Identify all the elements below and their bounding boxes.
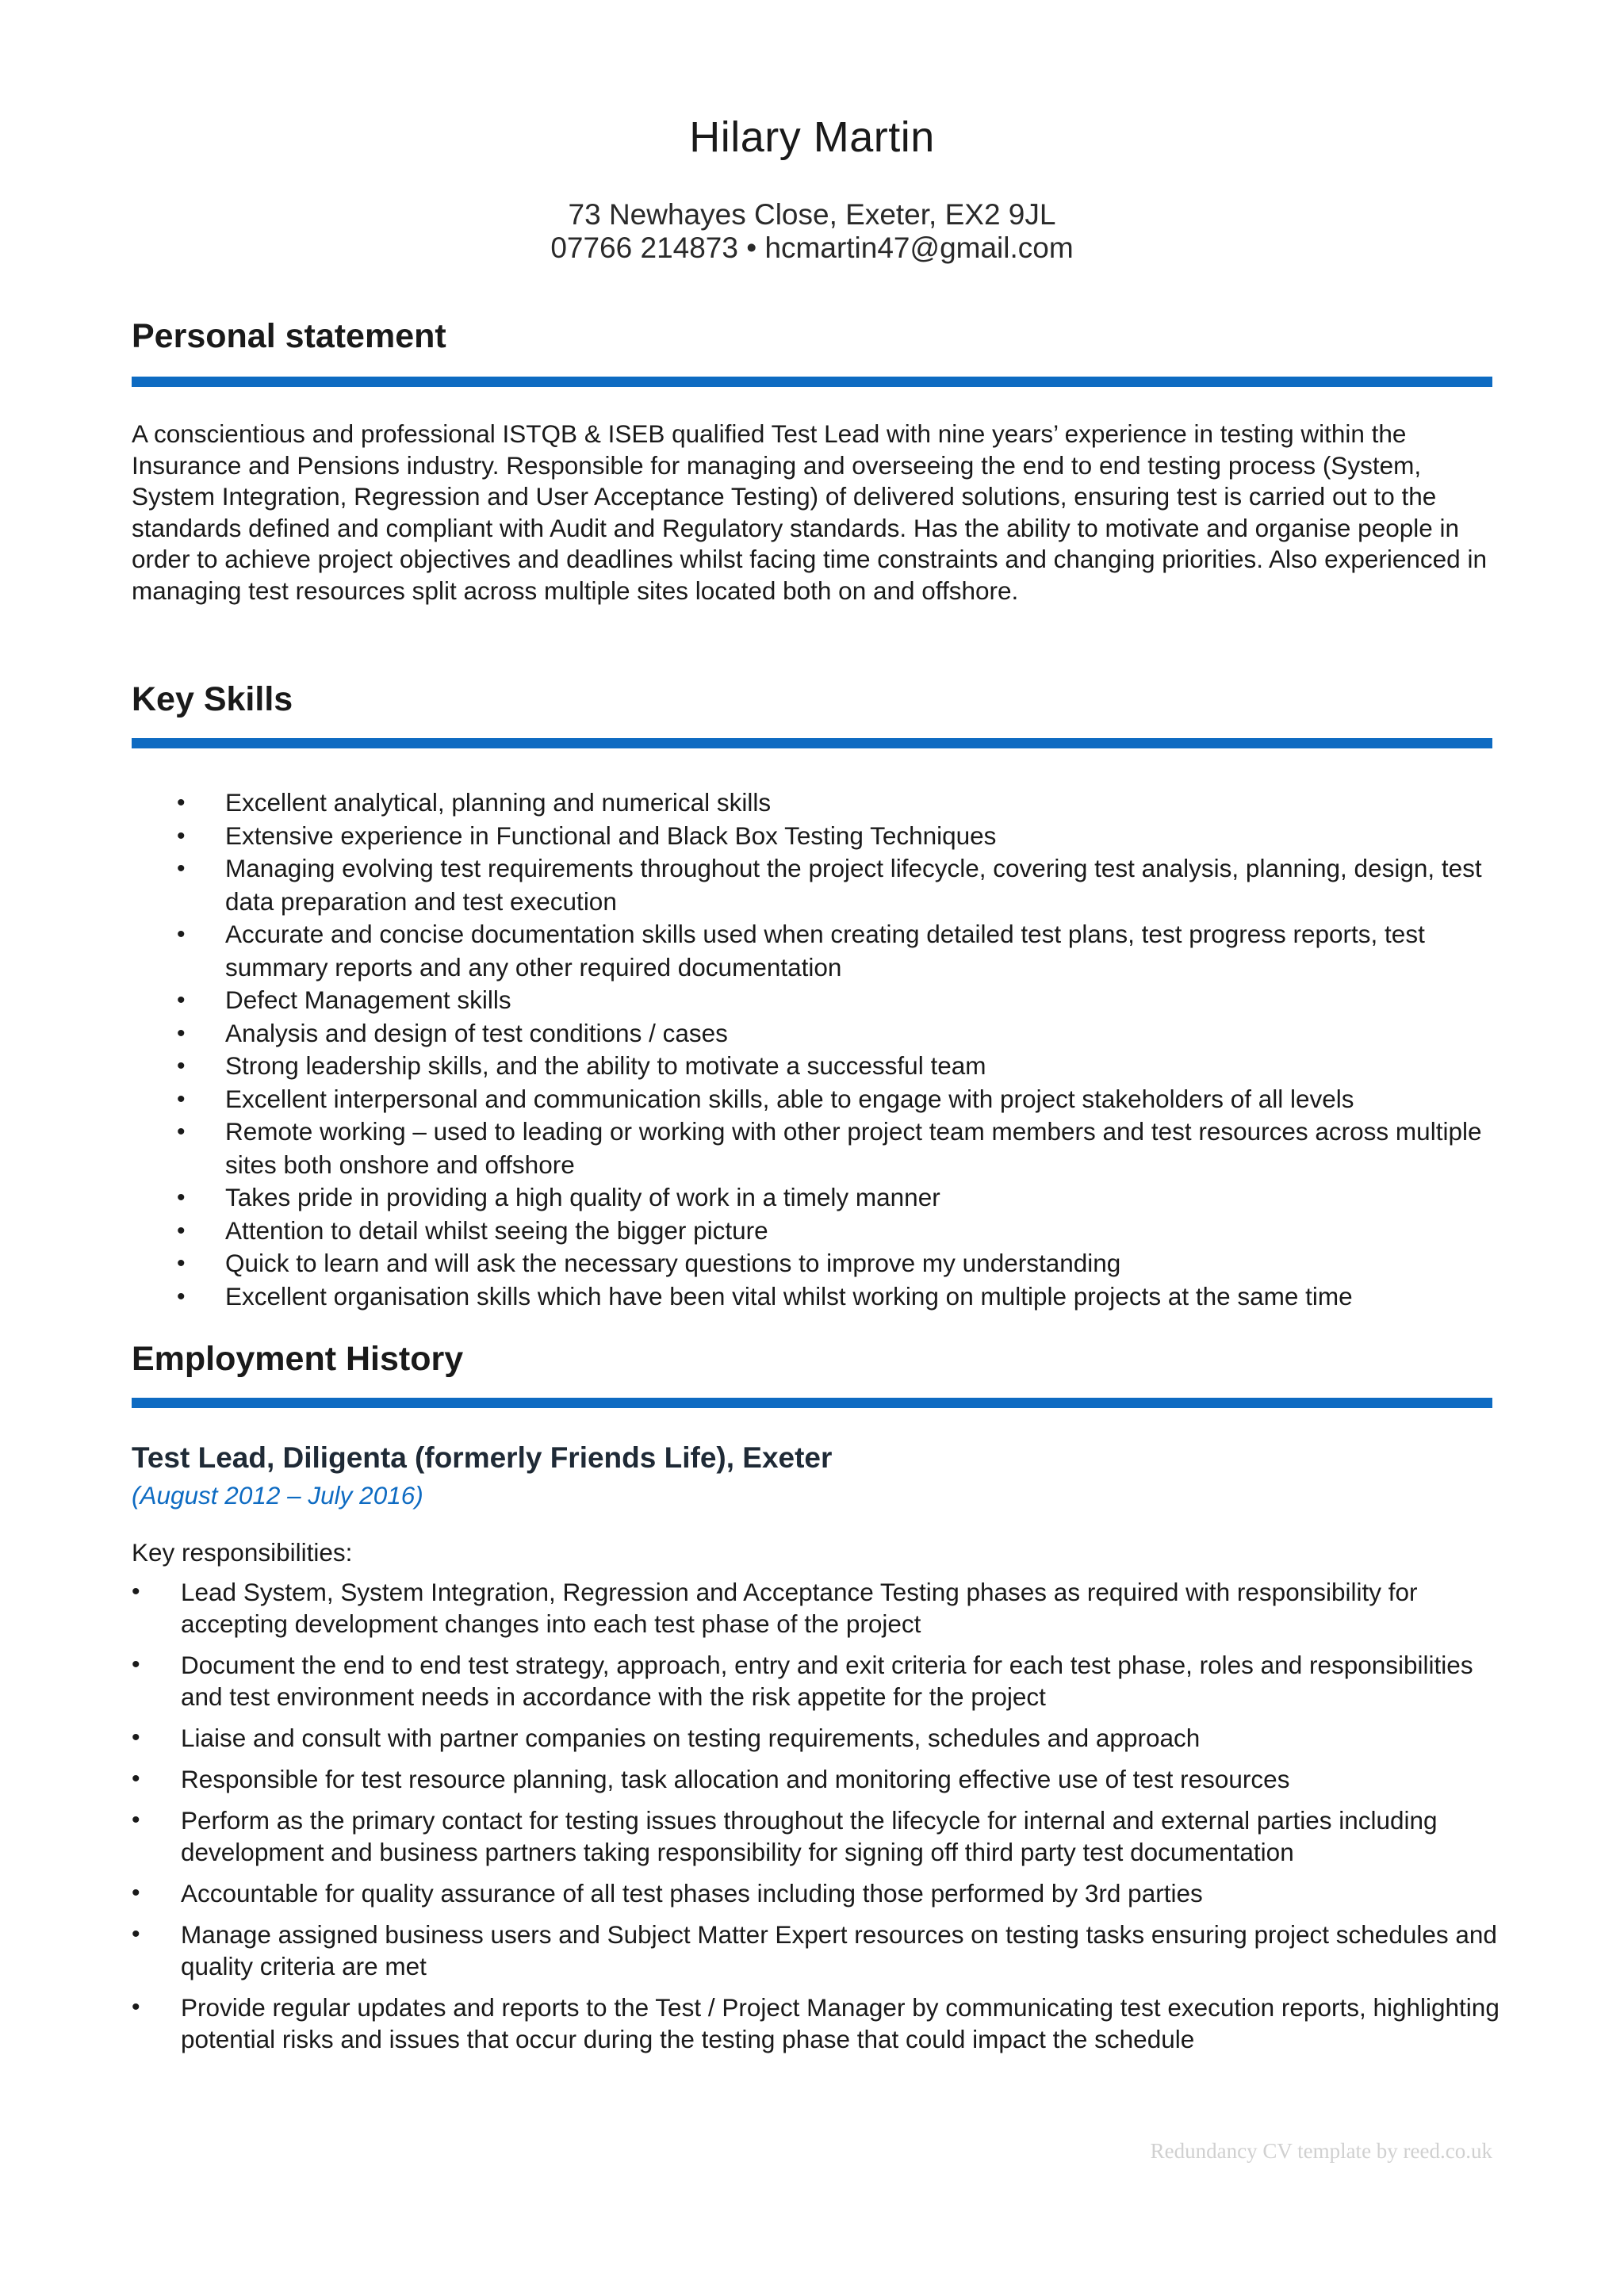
- skill-item: • Analysis and design of test conditions / cases: [132, 1017, 1503, 1050]
- contact-block: [0, 198, 1624, 265]
- personal-statement-heading: Personal statement: [132, 317, 446, 355]
- skill-item: • Excellent analytical, planning and numerical skills: [132, 786, 1503, 820]
- responsibilities-list: [132, 1576, 1503, 2064]
- section-divider: [132, 377, 1492, 387]
- responsibility-item: • Accountable for quality assurance of all test phases including those performed by 3rd parties: [132, 1877, 1503, 1909]
- job-title: Test Lead, Diligenta (formerly Friends Life), Exeter: [132, 1441, 833, 1474]
- skill-item: • Strong leadership skills, and the ability to motivate a successful team: [132, 1050, 1503, 1083]
- responsibility-item: • Manage assigned business users and Subject Matter Expert resources on testing tasks ensuring project schedules and quality criteria are met: [132, 1919, 1503, 1982]
- responsibility-item: • Document the end to end test strategy, approach, entry and exit criteria for each test phase, roles and responsibilities and test environment needs in accordance with the risk appetite for the project: [132, 1649, 1503, 1712]
- candidate-name: Hilary Martin: [689, 113, 935, 161]
- responsibility-item: • Provide regular updates and reports to the Test / Project Manager by communicating test execution reports, highlighting potential risks and issues that occur during the testing phase that could impact the schedule: [132, 1992, 1503, 2055]
- responsibility-item: • Responsible for test resource planning, task allocation and monitoring effective use of test resources: [132, 1763, 1503, 1795]
- template-credit: Redundancy CV template by reed.co.uk: [1150, 2139, 1492, 2163]
- skill-item: • Excellent interpersonal and communication skills, able to engage with project stakeholders of all levels: [132, 1083, 1503, 1116]
- responsibility-item: • Perform as the primary contact for testing issues throughout the lifecycle for internal and external parties including development and business partners taking responsibility for signing off third party test documentation: [132, 1804, 1503, 1868]
- skill-item: • Accurate and concise documentation skills used when creating detailed test plans, test progress reports, test summary reports and any other required documentation: [132, 918, 1503, 984]
- skill-item: • Extensive experience in Functional and Black Box Testing Techniques: [132, 820, 1503, 853]
- personal-statement-text: A conscientious and professional ISTQB & ISEB qualified Test Lead with nine years’ experience in testing within the Insurance and Pensions industry. Responsible for managing and overseeing the end to end testing process (System, System Integration, Regression and User Acceptance Testing) of delivered solutions, ensuring test is carried out to the standards defined and compliant with Audit and Regulatory standards. Has the ability to motivate and organise people in order to achieve project objectives and deadlines whilst facing time constraints and changing priorities. Also experienced in managing test resources split across multiple sites located both on and offshore.: [132, 419, 1487, 605]
- skill-item: • Takes pride in providing a high quality of work in a timely manner: [132, 1181, 1503, 1215]
- key-skills-list: [132, 786, 1503, 1313]
- key-skills-heading: Key Skills: [132, 680, 293, 718]
- job-dates: (August 2012 – July 2016): [132, 1481, 423, 1510]
- skill-item: • Defect Management skills: [132, 984, 1503, 1017]
- skill-item: • Remote working – used to leading or working with other project team members and test resources across multiple sites both onshore and offshore: [132, 1115, 1503, 1181]
- section-divider: [132, 738, 1492, 748]
- address-line: 73 Newhayes Close, Exeter, EX2 9JL: [568, 198, 1056, 231]
- employment-history-heading: Employment History: [132, 1340, 464, 1378]
- responsibility-item: • Liaise and consult with partner companies on testing requirements, schedules and approach: [132, 1722, 1503, 1754]
- skill-item: • Quick to learn and will ask the necessary questions to improve my understanding: [132, 1247, 1503, 1280]
- section-divider: [132, 1398, 1492, 1408]
- skill-item: • Attention to detail whilst seeing the bigger picture: [132, 1215, 1503, 1248]
- skill-item: • Excellent organisation skills which have been vital whilst working on multiple projects at the same time: [132, 1280, 1503, 1314]
- responsibilities-label: Key responsibilities:: [132, 1538, 353, 1567]
- skill-item: • Managing evolving test requirements throughout the project lifecycle, covering test analysis, planning, design, test data preparation and test execution: [132, 852, 1503, 918]
- phone-email-line: 07766 214873 • hcmartin47@gmail.com: [550, 232, 1074, 264]
- responsibility-item: • Lead System, System Integration, Regression and Acceptance Testing phases as required with responsibility for accepting development changes into each test phase of the project: [132, 1576, 1503, 1640]
